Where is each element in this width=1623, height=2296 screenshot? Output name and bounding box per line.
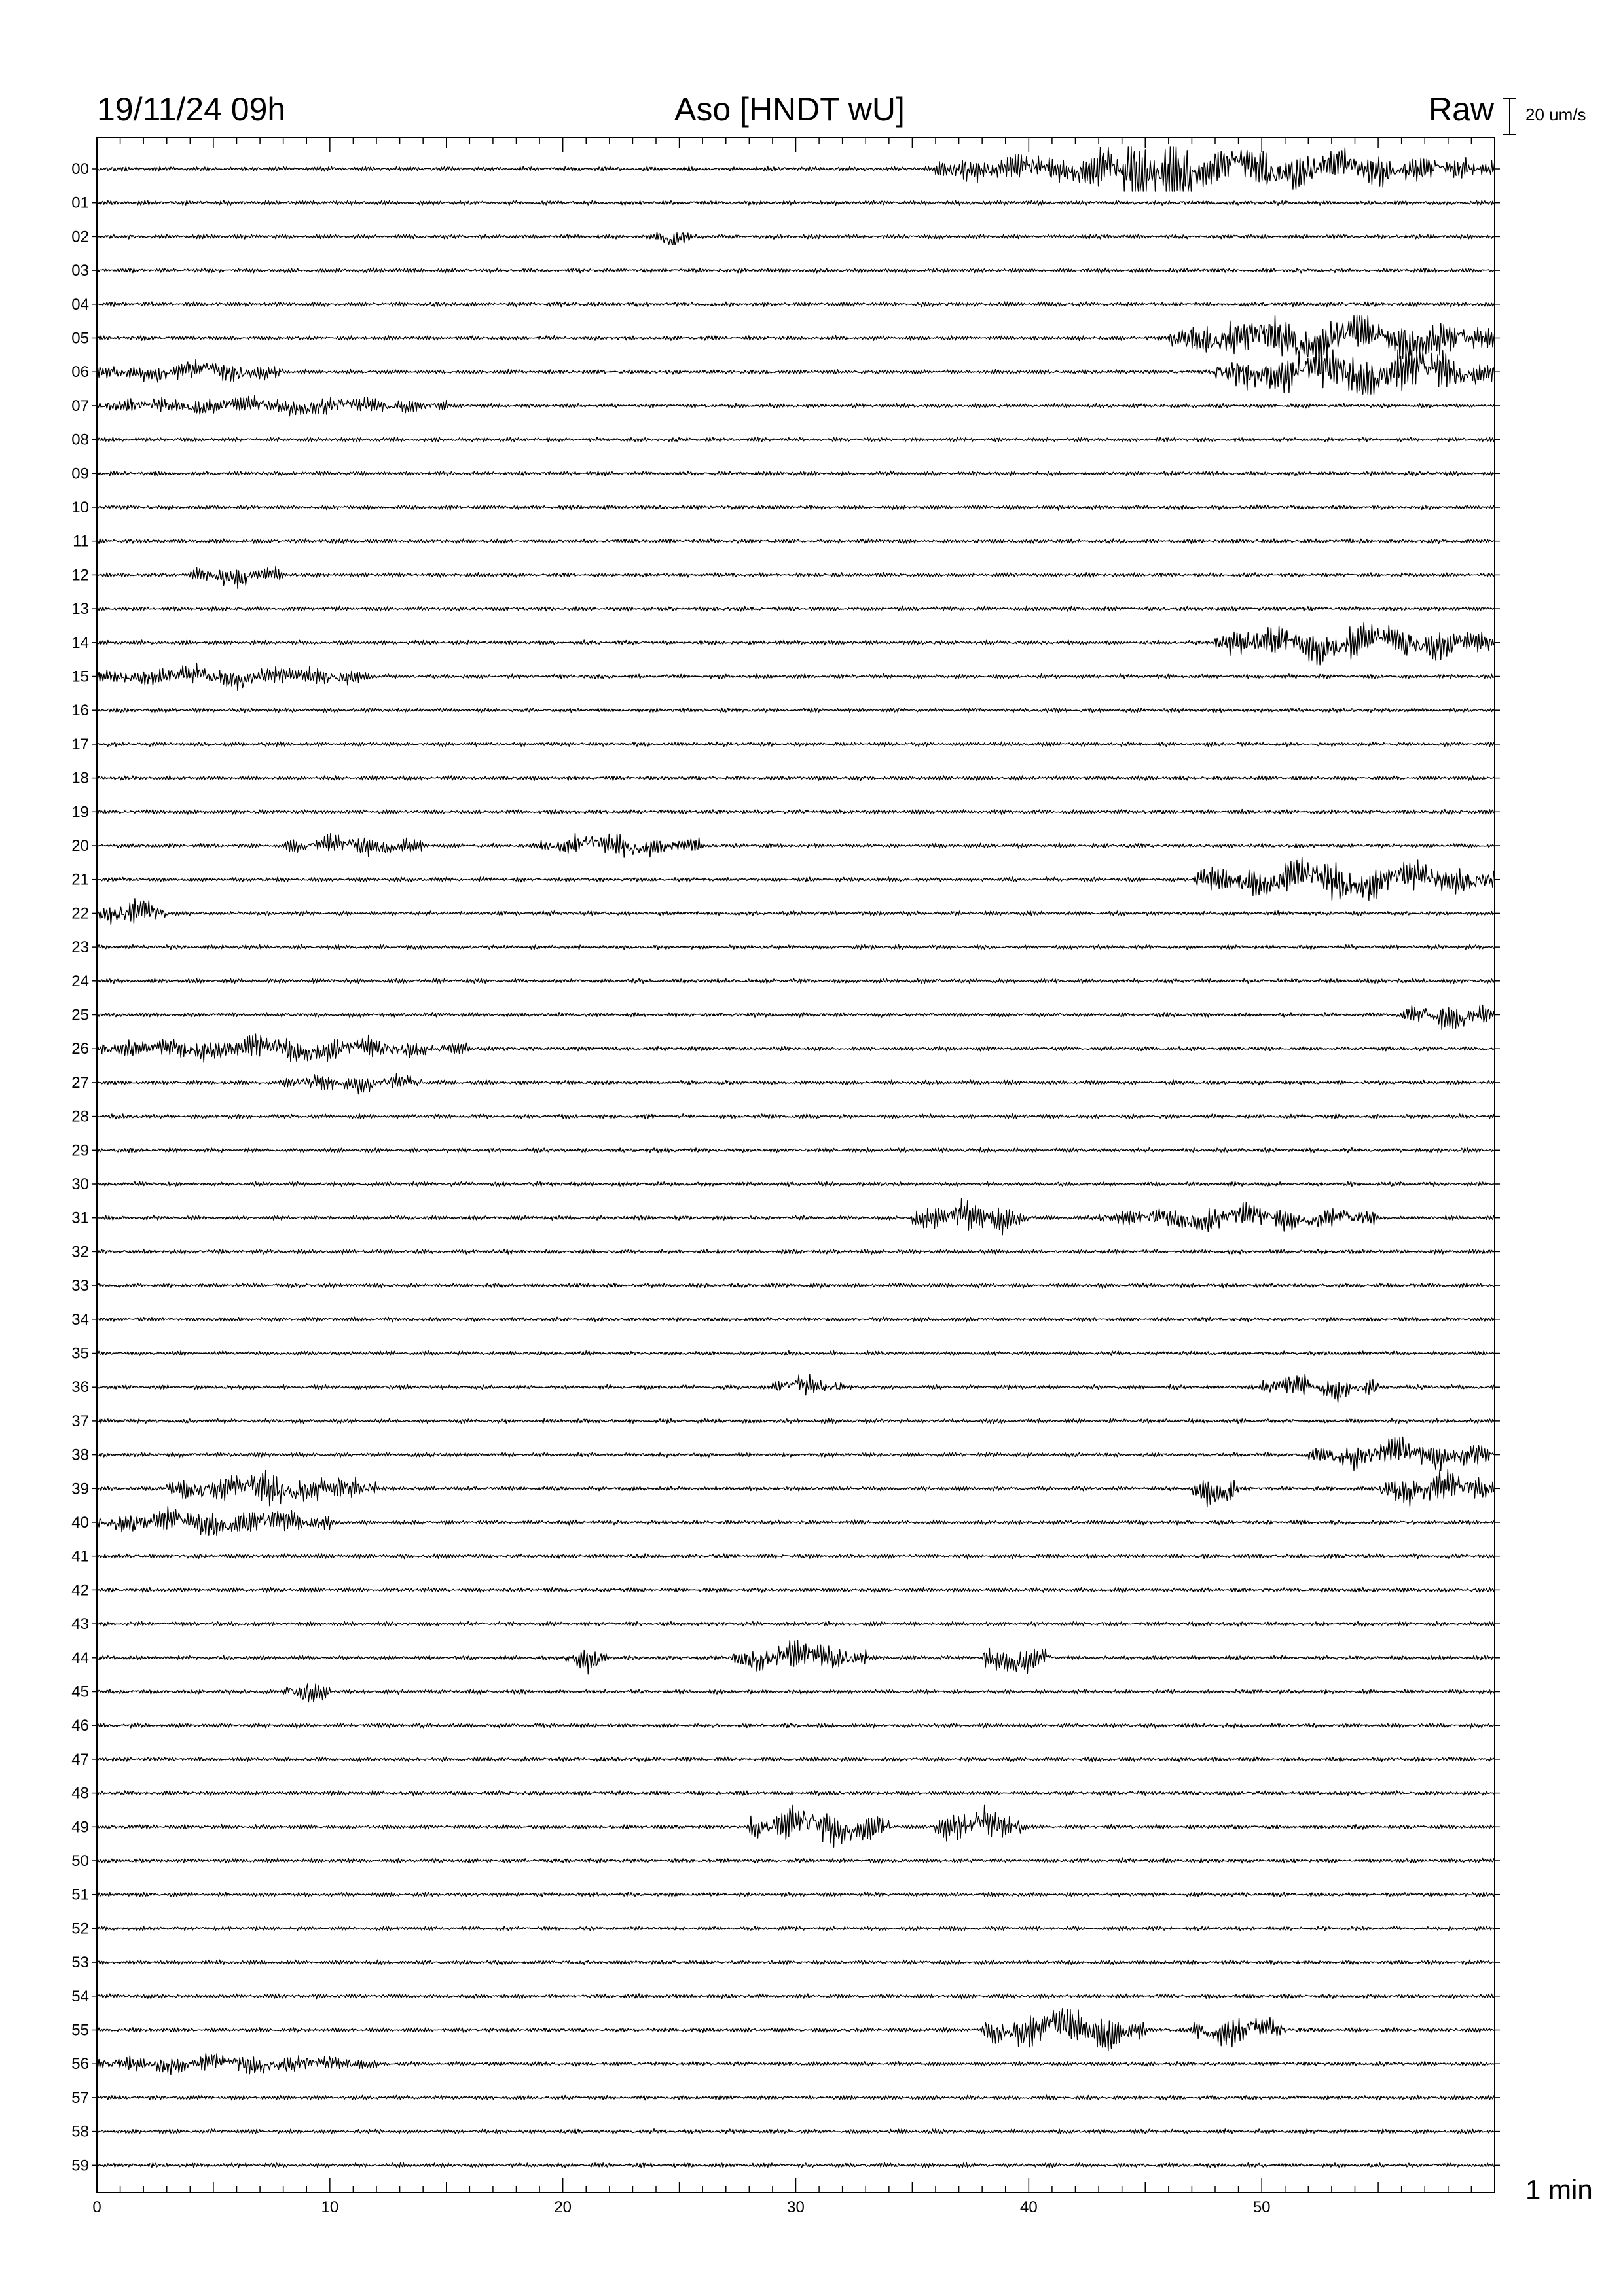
row-label-41: 41 bbox=[71, 1547, 89, 1566]
row-label-30: 30 bbox=[71, 1175, 89, 1193]
row-label-20: 20 bbox=[71, 837, 89, 855]
row-label-56: 56 bbox=[71, 2055, 89, 2073]
row-label-19: 19 bbox=[71, 803, 89, 821]
row-label-12: 12 bbox=[71, 566, 89, 584]
trace-row-44 bbox=[97, 1640, 1495, 1674]
trace-row-16 bbox=[97, 708, 1495, 713]
row-label-09: 09 bbox=[71, 465, 89, 483]
trace-row-36 bbox=[97, 1374, 1495, 1403]
trace-row-52 bbox=[97, 1926, 1495, 1931]
trace-row-57 bbox=[97, 2095, 1495, 2100]
row-label-44: 44 bbox=[71, 1649, 89, 1667]
row-label-26: 26 bbox=[71, 1040, 89, 1058]
row-label-36: 36 bbox=[71, 1378, 89, 1397]
trace-row-28 bbox=[97, 1114, 1495, 1119]
row-label-24: 24 bbox=[71, 972, 89, 990]
trace-row-40 bbox=[97, 1507, 1495, 1536]
row-label-18: 18 bbox=[71, 769, 89, 787]
datetime-label: 19/11/24 09h bbox=[97, 91, 286, 128]
row-label-45: 45 bbox=[71, 1683, 89, 1701]
trace-row-47 bbox=[97, 1757, 1495, 1762]
trace-row-12 bbox=[97, 567, 1495, 589]
row-label-58: 58 bbox=[71, 2123, 89, 2141]
x-tick-label: 20 bbox=[554, 2198, 572, 2216]
row-label-21: 21 bbox=[71, 870, 89, 889]
station-title: Aso [HNDT wU] bbox=[674, 91, 905, 128]
trace-row-50 bbox=[97, 1858, 1495, 1863]
trace-row-07 bbox=[97, 395, 1495, 416]
trace-row-05 bbox=[97, 316, 1495, 361]
trace-row-34 bbox=[97, 1317, 1495, 1321]
row-label-10: 10 bbox=[71, 499, 89, 516]
row-label-47: 47 bbox=[71, 1750, 89, 1768]
row-label-55: 55 bbox=[71, 2021, 89, 2039]
row-label-57: 57 bbox=[71, 2089, 89, 2107]
trace-row-58 bbox=[97, 2129, 1495, 2134]
x-tick-label: 40 bbox=[1019, 2198, 1038, 2216]
trace-row-17 bbox=[97, 742, 1495, 747]
trace-row-33 bbox=[97, 1283, 1495, 1288]
row-label-17: 17 bbox=[71, 735, 89, 753]
trace-row-26 bbox=[97, 1034, 1495, 1062]
trace-row-13 bbox=[97, 606, 1495, 611]
row-label-52: 52 bbox=[71, 1920, 89, 1938]
row-label-37: 37 bbox=[71, 1412, 89, 1430]
row-label-23: 23 bbox=[71, 939, 89, 957]
row-label-15: 15 bbox=[71, 668, 89, 686]
x-unit-label: 1 min bbox=[1525, 2174, 1593, 2205]
trace-row-42 bbox=[97, 1588, 1495, 1593]
trace-row-30 bbox=[97, 1181, 1495, 1187]
row-label-04: 04 bbox=[71, 295, 89, 314]
trace-row-23 bbox=[97, 944, 1495, 950]
trace-row-35 bbox=[97, 1351, 1495, 1356]
row-label-00: 00 bbox=[71, 160, 89, 178]
trace-row-59 bbox=[97, 2163, 1495, 2168]
trace-row-02 bbox=[97, 232, 1495, 245]
row-label-40: 40 bbox=[71, 1514, 89, 1532]
trace-row-51 bbox=[97, 1892, 1495, 1897]
trace-row-06 bbox=[97, 350, 1495, 394]
trace-row-31 bbox=[97, 1198, 1495, 1235]
row-label-03: 03 bbox=[71, 262, 89, 280]
row-label-16: 16 bbox=[71, 702, 89, 720]
row-label-35: 35 bbox=[71, 1344, 89, 1363]
trace-row-11 bbox=[97, 539, 1495, 543]
row-label-48: 48 bbox=[71, 1784, 89, 1803]
trace-row-19 bbox=[97, 810, 1495, 815]
row-label-59: 59 bbox=[71, 2157, 89, 2175]
row-label-34: 34 bbox=[71, 1310, 89, 1329]
trace-row-46 bbox=[97, 1723, 1495, 1728]
x-tick-label: 0 bbox=[92, 2198, 101, 2216]
row-label-02: 02 bbox=[71, 228, 89, 246]
trace-row-22 bbox=[97, 899, 1495, 925]
trace-row-55 bbox=[97, 2009, 1495, 2051]
row-label-38: 38 bbox=[71, 1446, 89, 1464]
row-label-29: 29 bbox=[71, 1141, 89, 1160]
trace-row-49 bbox=[97, 1805, 1495, 1847]
trace-row-38 bbox=[97, 1437, 1495, 1471]
trace-row-27 bbox=[97, 1074, 1495, 1094]
row-label-33: 33 bbox=[71, 1277, 89, 1295]
trace-row-10 bbox=[97, 505, 1495, 510]
row-label-28: 28 bbox=[71, 1107, 89, 1126]
row-label-39: 39 bbox=[71, 1480, 89, 1498]
row-label-51: 51 bbox=[71, 1886, 89, 1904]
trace-row-48 bbox=[97, 1791, 1495, 1796]
amplitude-scale-label: 20 um/s bbox=[1525, 105, 1586, 124]
row-label-11: 11 bbox=[73, 532, 89, 550]
x-tick-label: 50 bbox=[1252, 2198, 1271, 2216]
trace-row-18 bbox=[97, 776, 1495, 781]
x-tick-label: 10 bbox=[321, 2198, 339, 2216]
trace-row-00 bbox=[97, 147, 1495, 191]
trace-row-09 bbox=[97, 471, 1495, 476]
row-label-49: 49 bbox=[71, 1818, 89, 1837]
trace-row-53 bbox=[97, 1960, 1495, 1965]
row-label-43: 43 bbox=[71, 1615, 89, 1634]
x-tick-label: 30 bbox=[787, 2198, 805, 2216]
trace-row-41 bbox=[97, 1554, 1495, 1559]
row-label-01: 01 bbox=[71, 194, 89, 212]
row-label-08: 08 bbox=[71, 431, 89, 449]
trace-row-39 bbox=[97, 1469, 1495, 1507]
trace-row-45 bbox=[97, 1684, 1495, 1702]
trace-row-54 bbox=[97, 1994, 1495, 1999]
row-label-14: 14 bbox=[71, 634, 89, 652]
trace-row-56 bbox=[97, 2054, 1495, 2075]
trace-row-21 bbox=[97, 857, 1495, 901]
trace-row-43 bbox=[97, 1621, 1495, 1626]
trace-row-29 bbox=[97, 1147, 1495, 1153]
plot-frame bbox=[97, 137, 1495, 2193]
mode-label: Raw bbox=[1429, 91, 1495, 128]
row-label-13: 13 bbox=[71, 600, 89, 619]
row-label-07: 07 bbox=[71, 397, 89, 415]
trace-row-25 bbox=[97, 1005, 1495, 1030]
trace-row-14 bbox=[97, 622, 1495, 665]
row-label-46: 46 bbox=[71, 1717, 89, 1735]
row-label-32: 32 bbox=[71, 1243, 89, 1261]
row-label-05: 05 bbox=[71, 329, 89, 348]
trace-row-15 bbox=[97, 664, 1495, 691]
trace-row-04 bbox=[97, 302, 1495, 307]
row-label-25: 25 bbox=[71, 1006, 89, 1024]
row-label-50: 50 bbox=[71, 1852, 89, 1870]
trace-row-08 bbox=[97, 437, 1495, 442]
row-label-27: 27 bbox=[71, 1073, 89, 1092]
trace-row-37 bbox=[97, 1418, 1495, 1424]
row-label-31: 31 bbox=[71, 1209, 89, 1227]
trace-row-32 bbox=[97, 1249, 1495, 1255]
trace-row-01 bbox=[97, 200, 1495, 206]
row-label-42: 42 bbox=[71, 1581, 89, 1600]
trace-row-20 bbox=[97, 833, 1495, 857]
trace-row-03 bbox=[97, 268, 1495, 273]
row-label-22: 22 bbox=[71, 905, 89, 923]
row-label-06: 06 bbox=[71, 363, 89, 382]
trace-row-24 bbox=[97, 978, 1495, 984]
row-label-53: 53 bbox=[71, 1954, 89, 1972]
row-label-54: 54 bbox=[71, 1987, 89, 2005]
